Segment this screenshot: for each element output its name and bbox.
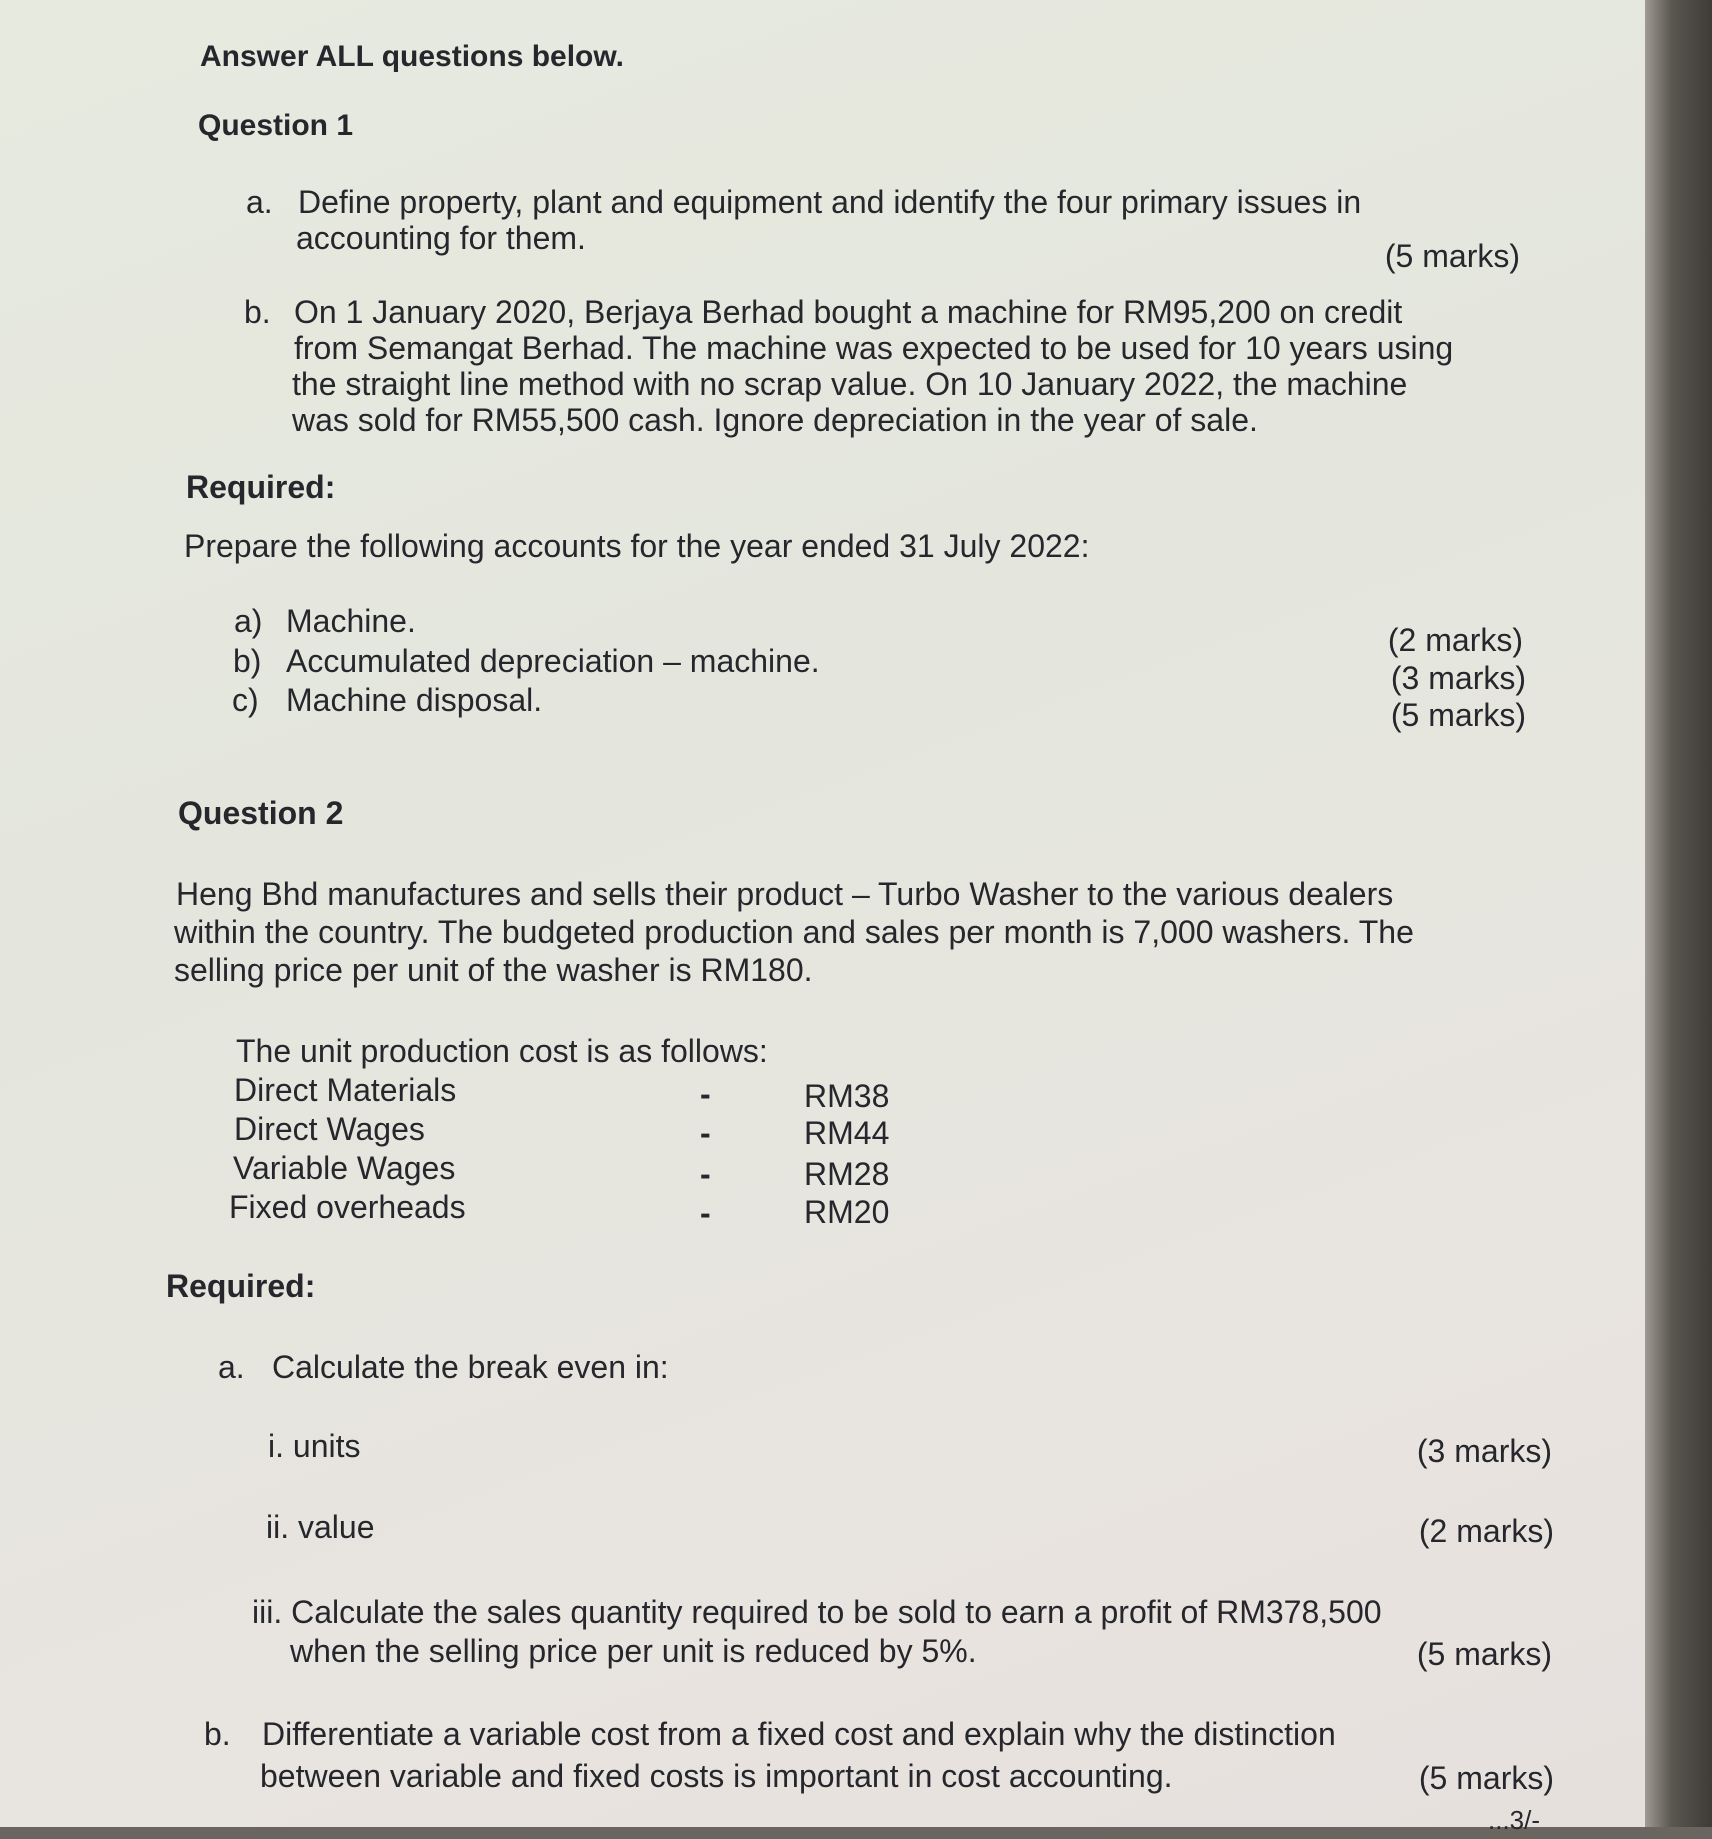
q2-b-line-2: between variable and fixed costs is important in cost accounting.	[260, 1758, 1173, 1794]
q2-a-marker: a.	[218, 1349, 245, 1385]
q1-item-b-marks: (3 marks)	[1390, 660, 1526, 696]
q2-required-label: Required:	[166, 1268, 316, 1304]
q1-required-label: Required:	[186, 469, 336, 505]
cost-dash: -	[700, 1156, 711, 1192]
instructions-header: Answer ALL questions below.	[200, 40, 624, 73]
q2-b-marker: b.	[204, 1716, 231, 1752]
q2-a-iii-marks: (5 marks)	[1416, 1636, 1552, 1672]
q2-a-i-marks: (3 marks)	[1416, 1433, 1552, 1469]
cost-value-direct-materials: RM38	[804, 1078, 890, 1114]
q1-prepare-text: Prepare the following accounts for the year ended 31 July 2022:	[184, 528, 1090, 564]
paper-edge-shadow	[1645, 0, 1712, 1827]
q1-a-line-1: Define property, plant and equipment and identify the four primary issues in	[298, 184, 1362, 220]
cost-label-direct-wages: Direct Wages	[234, 1111, 425, 1147]
q2-intro-line-3: selling price per unit of the washer is RM180.	[174, 952, 813, 988]
q1-item-c-text: Machine disposal.	[286, 682, 543, 718]
q1-item-b-text: Accumulated depreciation – machine.	[286, 643, 820, 679]
q1-item-a-marks: (2 marks)	[1387, 622, 1523, 658]
q2-b-marks: (5 marks)	[1418, 1760, 1554, 1796]
q1-item-b-marker: b)	[233, 643, 262, 679]
q2-intro-line-2: within the country. The budgeted production and sales per month is 7,000 washers. The	[174, 914, 1414, 950]
cost-label-variable-wages: Variable Wages	[233, 1150, 456, 1186]
q1-b-marker: b.	[244, 294, 271, 330]
q2-a-ii-marks: (2 marks)	[1418, 1513, 1554, 1549]
q2-a-ii-text: ii. value	[266, 1509, 375, 1545]
q2-b-line-1: Differentiate a variable cost from a fixed cost and explain why the distinction	[262, 1716, 1336, 1752]
q2-a-i-text: i. units	[268, 1428, 361, 1464]
q2-a-iii-line-1: iii. Calculate the sales quantity required to be sold to earn a profit of RM378,500	[252, 1594, 1382, 1630]
cost-dash: -	[700, 1076, 711, 1112]
q2-intro-line-1: Heng Bhd manufactures and sells their product – Turbo Washer to the various dealers	[176, 876, 1394, 912]
q1-item-a-marker: a)	[234, 603, 263, 639]
cost-value-variable-wages: RM28	[804, 1156, 890, 1192]
cost-value-fixed-overheads: RM20	[804, 1194, 890, 1230]
cost-value-direct-wages: RM44	[804, 1115, 890, 1151]
q1-a-line-2: accounting for them.	[296, 220, 586, 256]
cost-dash: -	[700, 1195, 711, 1231]
question-2-title: Question 2	[178, 795, 344, 831]
cost-label-fixed-overheads: Fixed overheads	[229, 1189, 466, 1225]
q1-a-marker: a.	[246, 184, 273, 220]
q2-a-iii-line-2: when the selling price per unit is reduced by 5%.	[290, 1633, 977, 1669]
cost-label-direct-materials: Direct Materials	[234, 1072, 457, 1108]
question-1-title: Question 1	[198, 109, 354, 142]
page-continuation-marker: ...3/-	[1488, 1805, 1541, 1835]
q1-b-line-3: the straight line method with no scrap value. On 10 January 2022, the machine	[292, 366, 1408, 402]
cost-dash: -	[700, 1115, 711, 1151]
q1-a-marks: (5 marks)	[1384, 238, 1520, 274]
q1-item-a-text: Machine.	[286, 603, 416, 639]
q2-a-text: Calculate the break even in:	[272, 1349, 669, 1385]
q1-b-line-4: was sold for RM55,500 cash. Ignore depreciation in the year of sale.	[292, 402, 1258, 438]
q1-b-line-1: On 1 January 2020, Berjaya Berhad bought a machine for RM95,200 on credit	[294, 294, 1403, 330]
q1-item-c-marker: c)	[232, 682, 259, 718]
q1-item-c-marks: (5 marks)	[1390, 697, 1526, 733]
cost-table-heading: The unit production cost is as follows:	[236, 1033, 768, 1069]
q1-b-line-2: from Semangat Berhad. The machine was expected to be used for 10 years using	[294, 330, 1454, 366]
